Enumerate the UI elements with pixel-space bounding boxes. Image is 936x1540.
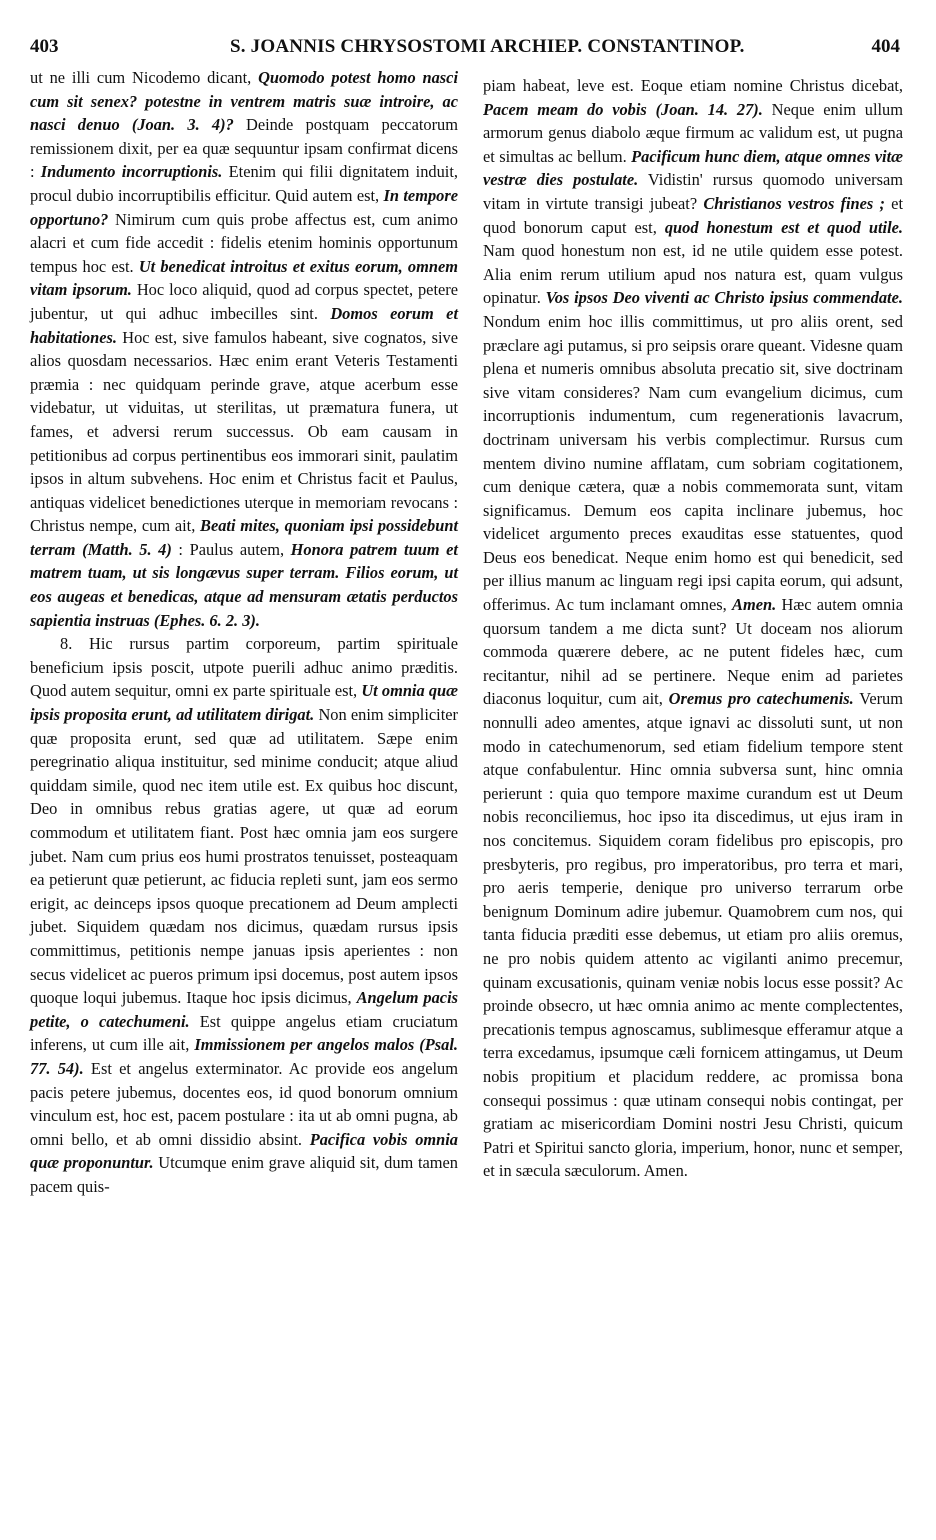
scripture-quote: quod honestum est et quod utile. — [664, 217, 904, 237]
scripture-quote: Domos eorum et habitationes. — [30, 303, 459, 347]
scripture-quote: Pacem meam do vobis (Joan. 14. 27). — [483, 99, 763, 119]
scripture-quote: Pacificum hunc diem, atque omnes vitæ vestræ dies postulate. — [483, 146, 903, 190]
scripture-quote: Beati mites, quoniam ipsi possidebunt terram (Matth. 5. 4) — [30, 516, 458, 559]
body-text: et quod bonorum caput est, — [483, 193, 903, 237]
body-text: Hoc est, sive famulos habeant, sive cognatos, sive alios quosdam necessarios. Hæc enim erant Veteris Testamenti præmia : nec quidquam perinde grave, atque acerbum esse videbatur, ut viduitas, ut sterilitas, ut præmatura funera, ut fames, et adversi rerum successus. Ob eam causam in petitionibus ad corpus pertinentibus eos immorari sinit, paulatim ipsos in altum subvehens. Hoc enim et Christus facit et Paulus, antiquas videlicet benedictiones uterque in memoriam revocans : Christus nempe, cum ait, — [30, 327, 458, 536]
paragraph — [483, 74, 903, 1183]
scripture-quote: Indumento incorruptionis. — [40, 162, 223, 182]
body-text: Est quippe angelus etiam cruciatum inferens, ut cum ille ait, — [30, 1011, 458, 1055]
right-text-column — [483, 74, 903, 1183]
body-text: Utcumque enim grave aliquid sit, dum tamen pacem quis- — [30, 1153, 458, 1196]
page-number-right: 404 — [871, 36, 900, 57]
running-header — [30, 36, 900, 66]
body-text: Vidistin' rursus quomodo universam vitam in virtute transigi jubeat? — [483, 170, 903, 213]
body-text: Non enim simpliciter quæ proposita erunt, sed quæ ad utilitatem. Sæpe enim peregrinatio aliqua instituitur, sed minime conducit; atque aliud quiddam simile, quod nec item utile est. Ex quibus hoc discunt, Deo in omnibus rebus gratias agere, ut quæ ad eorum commodum et utilitatem fiant. Post hæc omnia jam eos surgere jubet. Nam cum prius eos humi prostratos tenuisset, posteaquam ea petierunt quæ petierunt, ac fiducia repleti sunt, jam eos sermo erigit, ac deinceps ipsos quoque precationem ad Deum amplecti jubet. Siquidem quædam nos dicimus, quædam rursus ipsis committimus, petitionis nempe januas ipsis aperientes : non secus videlicet ac pueros primum ipsi docemus, post autem ipsos quoque loqui jubemus. Itaque hoc ipsis dicimus, — [30, 705, 458, 1008]
scripture-quote: Immissionem per angelos malos (Psal. 77. 54). — [30, 1035, 458, 1078]
scripture-quote: Christianos vestros fines ; — [703, 193, 885, 213]
body-text: Hoc loco aliquid, quod ad corpus spectet, petere jubentur, ut qui adhuc imbecilles sint. — [30, 280, 459, 323]
scripture-quote: Ut omnia quæ ipsis proposita erunt, ad utilitatem dirigat. — [30, 681, 459, 725]
scripture-quote: Honora patrem tuum et matrem tuam, ut sis longævus super terram. Filios eorum, ut eos augeas et benedicas, atque ad mensuram ætatis perductos sapientia instruas (Ephes. 6. 2. 3). — [30, 539, 458, 630]
body-text: Est et angelus exterminator. Ac provide eos angelum pacis petere jubemus, docentes eos, id quod bonorum omnium vinculum est, hoc est, pacem postulare : ita ut ab omni pugna, ab omni bello, et ab omni dissidio absint. — [30, 1058, 458, 1149]
body-text: Deinde postquam peccatorum remissionem dixit, per ea quæ sequuntur ipsam confirmat dicens : — [30, 115, 458, 182]
left-text-column — [30, 66, 458, 1199]
scripture-quote: Ut benedicat introitus et exitus eorum, omnem vitam ipsorum. — [30, 256, 458, 300]
body-text: Nondum enim hoc illis committimus, ut pro aliis orent, sed præclare agi putamus, si pro seipsis orare queant. Videsne quam plena et numeris omnibus absoluta precatio sit, sive doctrinam sive vitam consideres? Nam cum evangelium dicimus, cum incorruptionis indumentum, cum regenerationis lavacrum, doctrinam universam his verbis complectimur. Rursus cum mentem divino numine afflatam, cum sobriam cogitationem, cum denique cætera, quæ a nobis commemorata sunt, vitam significamus. Demum eos capita inclinare jubemus, hoc videlicet argumento preces exauditas esse statuentes, quod Deus eos benedicat. Neque enim homo est qui benedicit, sed per illius manum ac linguam regi ipsi capita eorum, qui adsunt, offerimus. Ac tum inclamant omnes, — [483, 311, 903, 615]
body-text: piam habeat, leve est. Eoque etiam nomine Christus dicebat, — [483, 76, 903, 95]
body-text: 8. Hic rursus partim corporeum, partim spirituale beneficium ipsis poscit, utpote puerili adhuc animo præditis. Quod autem sequitur, omni ex parte spirituale est, — [30, 634, 458, 701]
scripture-quote: Vos ipsos Deo viventi ac Christo ipsius commendate. — [545, 288, 903, 308]
scripture-quote: Amen. — [732, 595, 777, 615]
running-title: S. JOANNIS CHRYSOSTOMI ARCHIEP. CONSTANTINOP. — [230, 36, 745, 57]
scripture-quote: In tempore opportuno? — [30, 185, 459, 229]
scripture-quote: Pacifica vobis omnia quæ proponuntur. — [30, 1129, 459, 1173]
paragraph — [30, 66, 458, 632]
body-text: Verum nonnulli adeo amentes, atque ignavi ac dissoluti sunt, ut non modo in catechumenorum, sed etiam fidelium tempore stent atque confabulentur. Hinc omnia subversa sunt, hinc omnia perierunt : quia quo tempore maxime curandum est ut Deum nobis reconciliemus, hoc ipso ita discedimus, ut ejus iram in nos concitemus. Siquidem coram fidelibus pro episcopis, pro presbyteris, pro regibus, pro imperatoribus, pro terra et mari, pro aeris temperie, denique pro universo terrarum orbe benignum Dominum adire jubemur. Quamobrem cum nos, qui tanta fiducia præditi esse debemus, ut etiam pro aliis oremus, ne pro nobis quidem attento ac vigilanti animo precemur, quinam excusationis, quinam veniæ nobis locus esse possit? Ac proinde obsecro, ut hæc omnia animo ac mente complectentes, precationis tempus agnoscamus, sublimesque efferamur atque a terra excedamus, ipsumque cæli fornicem attingamus, ut Deum nobis propitium et placidum reddere, ac promissa bona consequi possimus : quæ utinam consequi nobis contingat, per gratiam ac misericordiam Domini nostri Jesu Christi, quicum Patri et Spiritui sancto gloria, imperium, honor, nunc et semper, et in sæcula sæculorum. Amen. — [483, 689, 903, 1181]
page-number-left: 403 — [30, 36, 59, 57]
body-text: : Paulus autem, — [171, 539, 291, 559]
scripture-quote: Oremus pro catechumenis. — [668, 689, 854, 709]
body-text: ut ne illi cum Nicodemo dicant, — [30, 68, 259, 87]
paragraph — [30, 632, 458, 1198]
body-text: Nimirum cum quis probe affectus est, cum animo alacri et cum fide accedit : fidelis etenim hominis opportunum tempus hoc est. — [30, 209, 458, 276]
body-text: Neque enim ullum armorum genus diabolo æque firmum ac validum est, ut pugna et simultas ac bellum. — [483, 99, 904, 166]
body-text: Hæc autem omnia quorsum tandem a me dicta sunt? Ut doceam nos aliorum commoda quærere debere, ac ne putent fideles hæc, cum recitantur, nihil ad se pertinere. Neque enim ad parietes diaconus loquitur, cum ait, — [483, 595, 904, 709]
body-text: Nam quod honestum non est, id ne utile quidem esse potest. Alia enim rerum utilium apud nos natura est, quam vulgus opinatur. — [483, 241, 903, 308]
scripture-quote: Angelum pacis petite, o catechumeni. — [30, 988, 458, 1031]
scripture-quote: Quomodo potest homo nasci cum sit senex? potestne in ventrem matris suæ introire, ac nasci denuo (Joan. 3. 4)? — [30, 68, 459, 135]
body-text: Etenim qui filii dignitatem induit, procul dubio incorruptibilis efficitur. Quid autem est, — [30, 162, 458, 205]
